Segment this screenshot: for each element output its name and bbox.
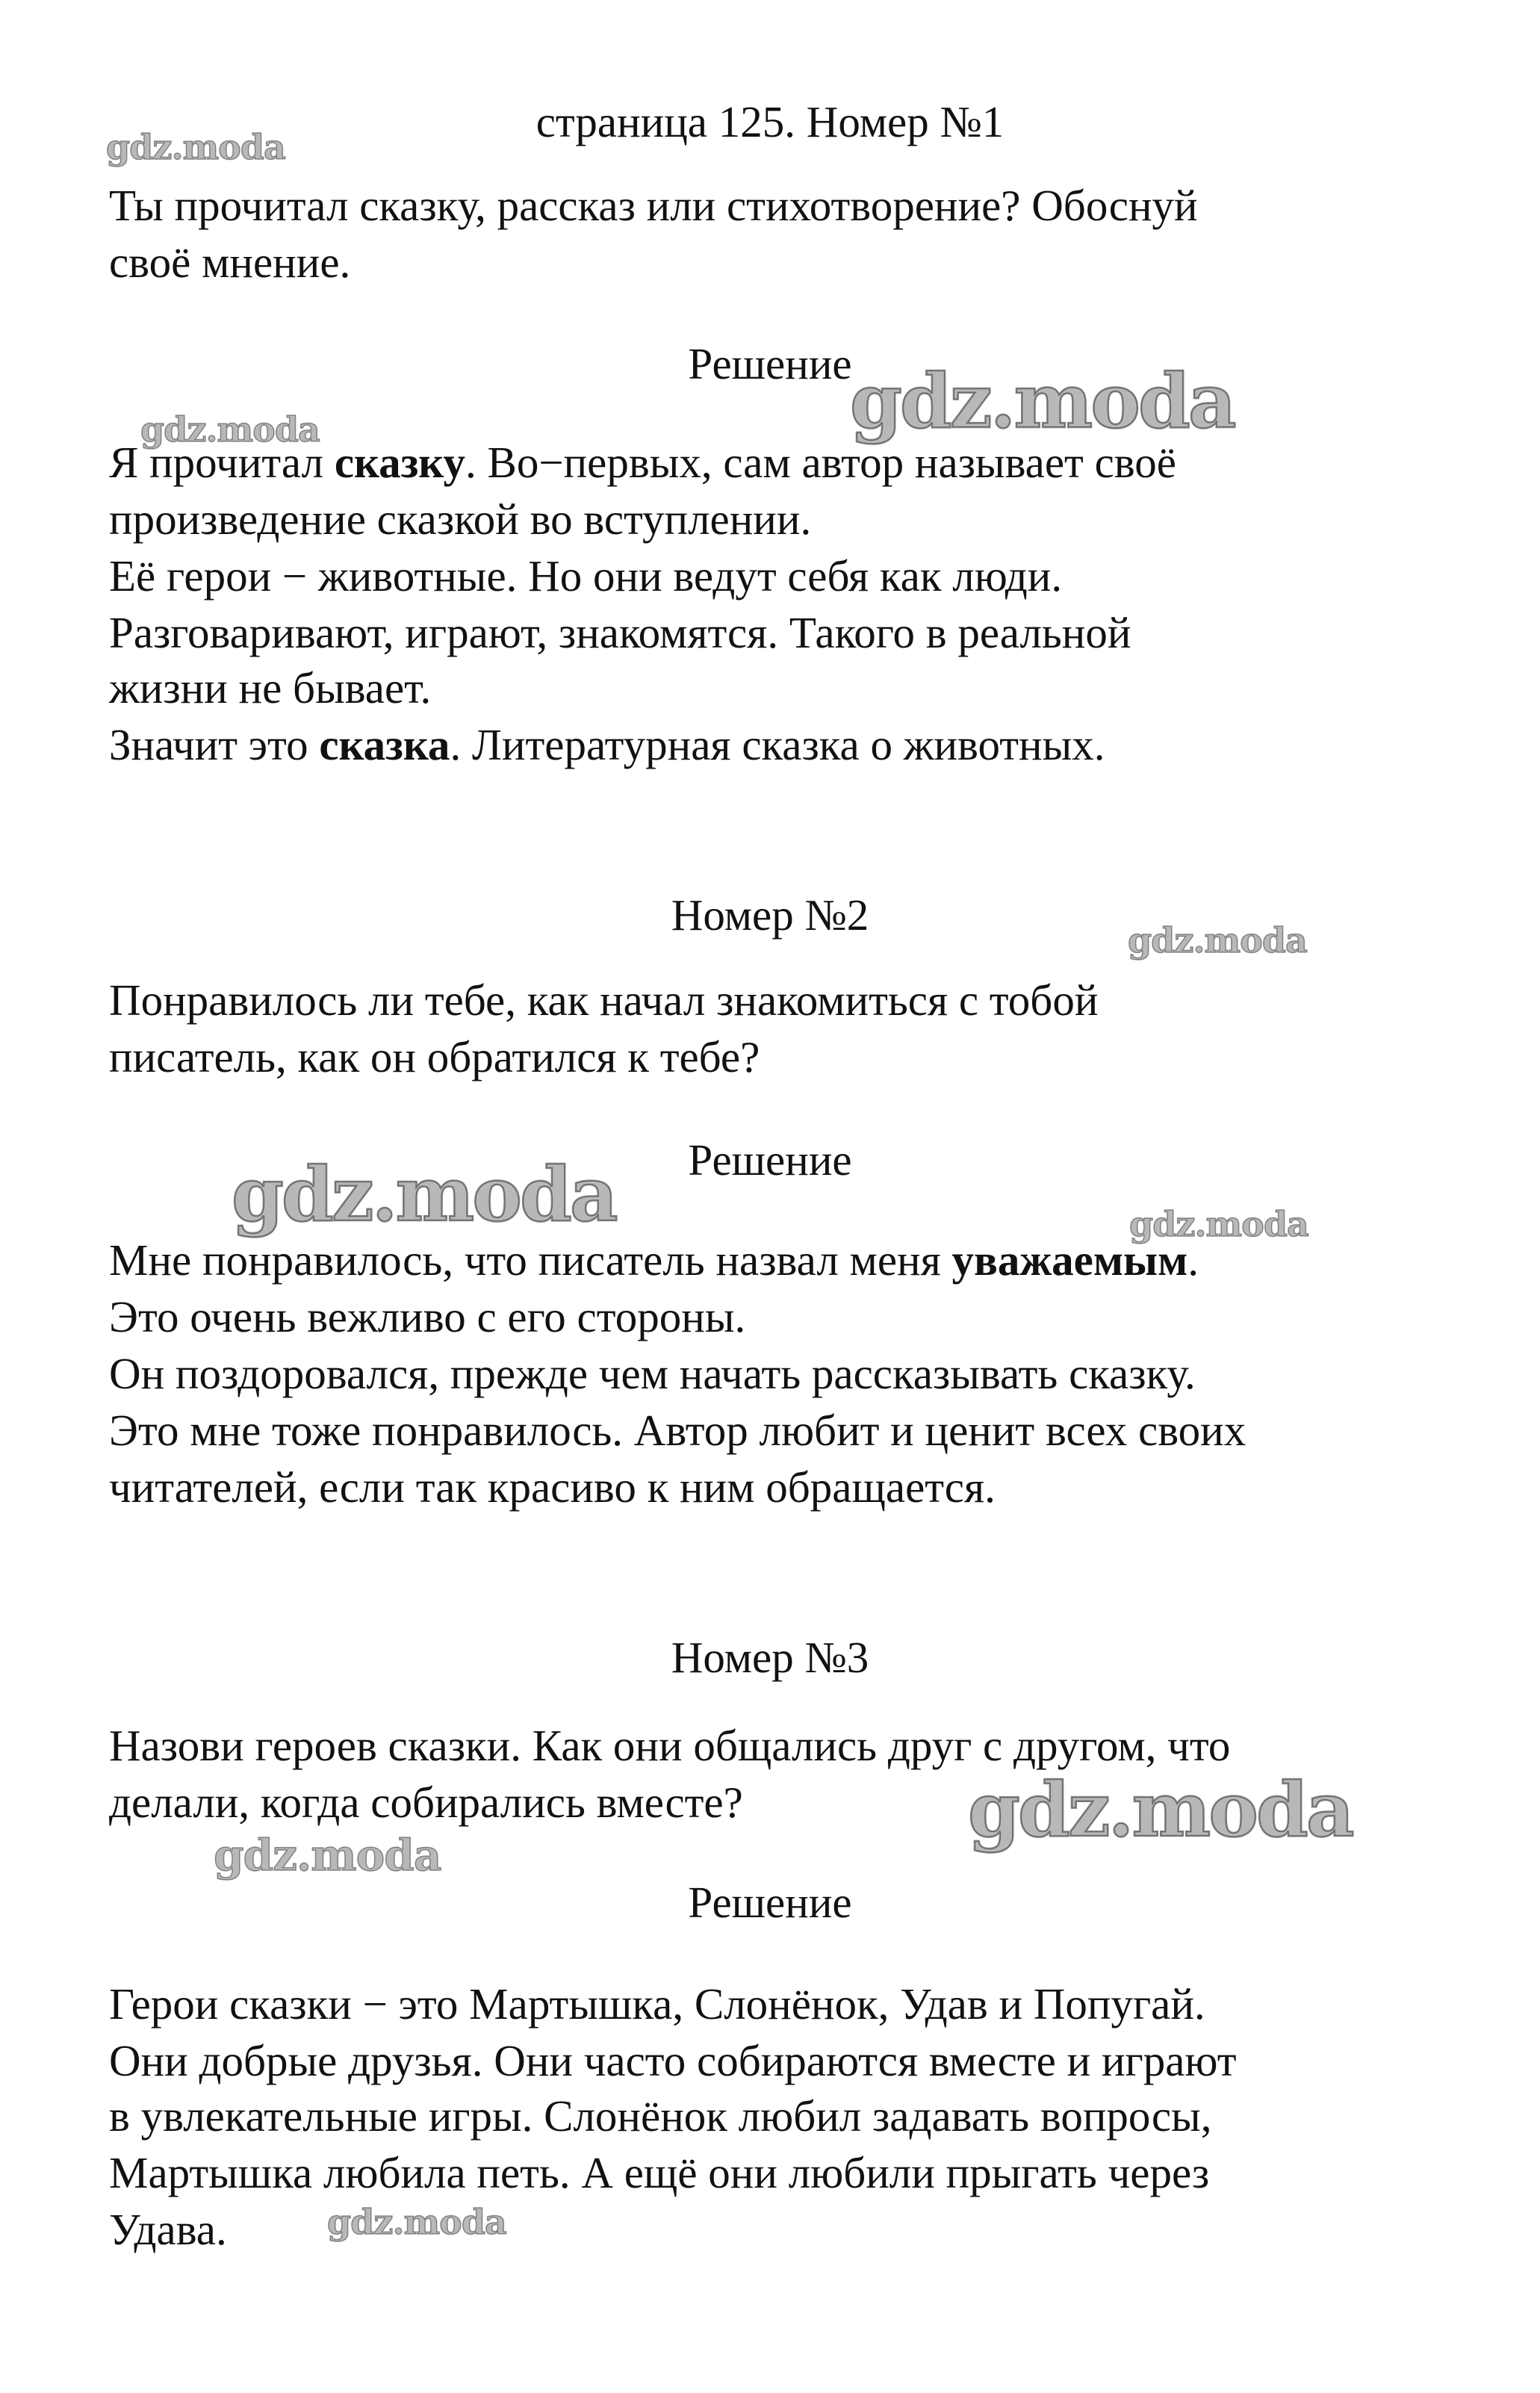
watermark: gdz.moda — [968, 1766, 1353, 1854]
section-2-answer-line-5: читателей, если так красиво к ним обращается. — [109, 1462, 996, 1512]
section-1-answer-line-4: Разговаривают, играют, знакомятся. Такого в реальной — [109, 608, 1131, 657]
section-2-answer-line-2: Это очень вежливо с его стороны. — [109, 1292, 746, 1341]
section-1-question-line-2: своё мнение. — [109, 238, 351, 287]
section-2-question-line-2: писатель, как он обратился к тебе? — [109, 1032, 760, 1081]
section-1-solution-label: Решение — [688, 339, 852, 388]
section-3-question-line-1: Назови героев сказки. Как они общались друг с другом, что — [109, 1721, 1231, 1770]
section-3-answer-line-3: в увлекательные игры. Слонёнок любил задавать вопросы, — [109, 2091, 1212, 2141]
section-1-answer-line-3: Её герои − животные. Но они ведут себя как люди. — [109, 551, 1063, 600]
emphasis: сказка — [319, 720, 450, 769]
watermark: gdz.moda — [106, 127, 285, 167]
emphasis: уважаемым — [951, 1235, 1188, 1285]
section-3-answer-line-2: Они добрые друзья. Они часто собираются вместе и играют — [109, 2036, 1237, 2085]
watermark: gdz.moda — [140, 409, 320, 450]
watermark: gdz.moda — [1129, 1204, 1308, 1244]
watermark: gdz.moda — [850, 357, 1235, 445]
section-2-heading: Номер №2 — [671, 890, 869, 940]
section-3-answer-line-1: Герои сказки − это Мартышка, Слонёнок, Удав и Попугай. — [109, 1979, 1205, 2029]
watermark: gdz.moda — [1128, 920, 1307, 960]
section-1-answer-line-6: Значит это сказка. Литературная сказка о животных. — [109, 720, 1105, 769]
section-3-answer-line-5: Удава. — [109, 2205, 227, 2254]
section-1-answer-line-5: жизни не бывает. — [109, 663, 432, 713]
section-3-question-line-2: делали, когда собирались вместе? — [109, 1778, 743, 1827]
section-2-solution-label: Решение — [688, 1135, 852, 1185]
section-2-answer-line-1: Мне понравилось, что писатель назвал меня уважаемым. — [109, 1235, 1199, 1285]
watermark: gdz.moda — [214, 1830, 441, 1881]
section-3-answer-line-4: Мартышка любила петь. А ещё они любили прыгать через — [109, 2148, 1210, 2197]
watermark: gdz.moda — [232, 1150, 616, 1238]
section-2-answer-line-4: Это мне тоже понравилось. Автор любит и ценит всех своих — [109, 1406, 1246, 1455]
section-2-answer-line-3: Он поздоровался, прежде чем начать рассказывать сказку. — [109, 1349, 1196, 1398]
section-1-heading: страница 125. Номер №1 — [535, 97, 1005, 146]
section-3-solution-label: Решение — [688, 1878, 852, 1927]
section-2-question-line-1: Понравилось ли тебе, как начал знакомиться с тобой — [109, 975, 1099, 1025]
section-1-answer-line-2: произведение сказкой во вступлении. — [109, 494, 812, 544]
section-1-answer-line-1: Я прочитал сказку. Во−первых, сам автор называет своё — [109, 438, 1176, 487]
watermark: gdz.moda — [327, 2202, 506, 2242]
section-1-question-line-1: Ты прочитал сказку, рассказ или стихотворение? Обоснуй — [109, 181, 1198, 230]
section-3-heading: Номер №3 — [671, 1633, 869, 1682]
emphasis: сказку — [334, 438, 465, 487]
